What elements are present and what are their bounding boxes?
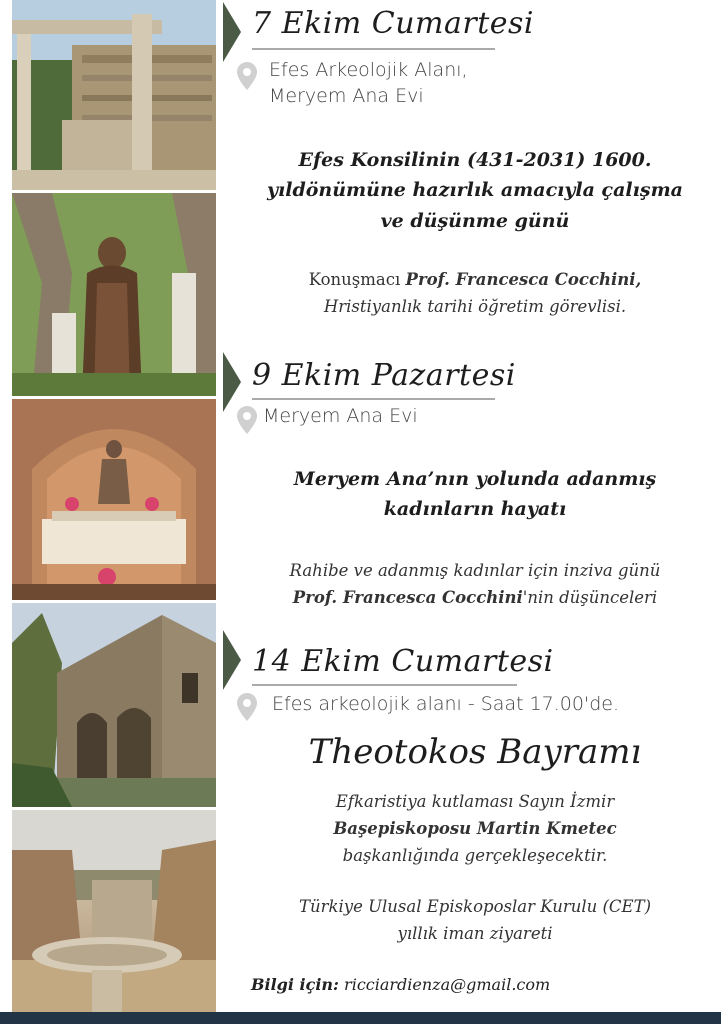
event-1-location (269, 58, 468, 109)
chevron-right-icon (223, 630, 241, 690)
event-3-visit-line1: Türkiye Ulusal Episkoposlar Kurulu (CET) (298, 897, 652, 916)
ruins-fountain-illustration (12, 810, 216, 1012)
event-1-speaker-prefix: Konuşmacı (308, 270, 406, 289)
contact-line (251, 975, 550, 994)
event-2-headline-line1: Meryem Ana’nın yolunda adanmış (293, 468, 657, 490)
mary-statue-illustration (12, 193, 216, 396)
event-3-visit (240, 893, 710, 947)
stone-house-illustration (12, 603, 216, 807)
event-3-date: 14 Ekim Cumartesi (252, 644, 554, 679)
location-pin-icon (237, 693, 257, 721)
event-3-visit-line2: yıllık iman ziyareti (397, 924, 553, 944)
mary-statue-photo (12, 193, 216, 396)
photo-column (12, 0, 216, 1012)
ruins-fountain-photo (12, 810, 216, 1012)
event-1-headline-line1: Efes Konsilinin (431-2031) 1600. (298, 149, 652, 171)
event-2-detail-suffix: 'nin düşünceleri (522, 588, 658, 608)
ephesus-ruins-photo (12, 0, 216, 190)
event-2-date: 9 Ekim Pazartesi (252, 358, 516, 393)
event-1-speaker-role: Hristiyanlık tarihi öğretim görevlisi. (323, 297, 627, 317)
event-1-speaker-name: Prof. Francesca Cocchini, (405, 270, 642, 289)
chevron-right-icon (223, 352, 241, 412)
altar-niche-photo (12, 399, 216, 600)
event-1-headline-line2: yıldönümüne hazırlık amacıyla çalışma (267, 179, 683, 202)
event-2-detail-line1: Rahibe ve adanmış kadınlar için inziva günü (289, 561, 661, 580)
event-1-headline-line3: ve düşünme günü (380, 209, 570, 232)
event-2-location: Meryem Ana Evi (263, 405, 418, 427)
bottom-strip (0, 1012, 721, 1024)
event-3-divider (252, 684, 517, 686)
stone-house-photo (12, 603, 216, 807)
location-pin-icon (237, 406, 257, 434)
event-3-body (240, 788, 710, 870)
event-1-headline (240, 145, 710, 236)
chevron-right-icon (223, 2, 241, 62)
location-pin-icon (237, 62, 257, 90)
event-2-divider (252, 398, 495, 400)
event-2-headline-line2: kadınların hayatı (383, 498, 567, 521)
event-1-location-line1: Efes Arkeolojik Alanı, (269, 59, 468, 81)
event-1-location-line2: Meryem Ana Evi (269, 84, 424, 107)
event-2-detail-name: Prof. Francesca Cocchini (292, 588, 523, 608)
event-1-divider (252, 48, 495, 50)
event-3-title: Theotokos Bayramı (308, 732, 642, 772)
event-2-detail (240, 557, 710, 611)
altar-niche-illustration (12, 399, 216, 600)
event-3-body-line3: başkanlığında gerçekleşecektir. (342, 846, 608, 866)
event-1-speaker (240, 266, 710, 320)
event-3-body-line1: Efkaristiya kutlaması Sayın İzmir (335, 792, 615, 811)
event-2-headline (240, 464, 710, 525)
event-1-date: 7 Ekim Cumartesi (252, 6, 535, 41)
contact-label: Bilgi için: (251, 975, 339, 994)
event-3-body-line2: Başepiskoposu Martin Kmetec (333, 819, 617, 839)
contact-email[interactable]: ricciardienza@gmail.com (344, 975, 551, 994)
ephesus-ruins-illustration (12, 0, 216, 190)
event-3-location: Efes arkeolojik alanı - Saat 17.00'de. (272, 693, 619, 715)
